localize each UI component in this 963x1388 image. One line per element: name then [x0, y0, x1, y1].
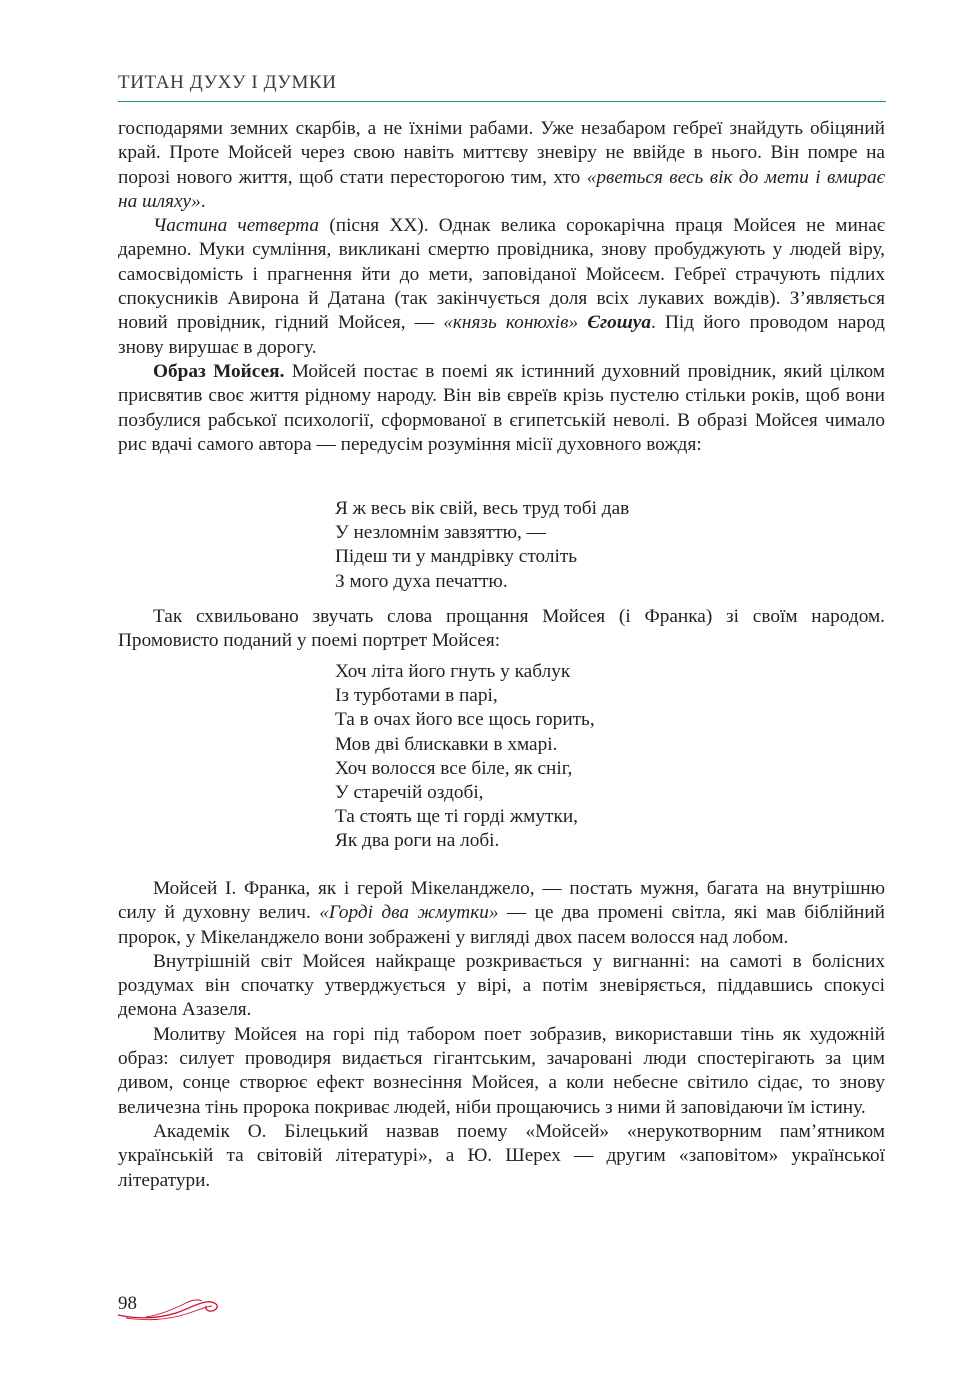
paragraph-2-lead: Частина четверта: [153, 215, 320, 237]
paragraph-5-quote: «Горді два жмутки»: [319, 902, 499, 924]
verse-line: Я ж весь вік свій, весь труд тобі дав: [335, 498, 630, 519]
text-block-top: [118, 117, 885, 457]
header-rule: [118, 101, 886, 102]
verse-line: Хоч літа його гнуть у каблук: [335, 661, 571, 682]
paragraph-5-text: Мойсей І. Франка, як і герой Мікеланджело, — постать мужня, багата на внутрішню силу й духовну велич.: [118, 878, 885, 924]
text-block-middle: [118, 605, 885, 654]
paragraph-4: Так схвильовано звучать слова прощання Мойсея (і Франка) зі своїм народом. Промовисто поданий у поемі портрет Мойсея:: [118, 606, 885, 652]
verse-1: [335, 497, 629, 594]
verse-line: З мого духа печаттю.: [335, 570, 508, 592]
paragraph-2: [118, 214, 885, 360]
running-head: ТИТАН ДУХУ І ДУМКИ: [118, 72, 337, 93]
paragraph-2-quote: «князь конюхів»: [443, 312, 579, 334]
verse-line: Із турботами в парі,: [335, 685, 498, 707]
verse-2: [335, 660, 595, 854]
paragraph-8: Академік О. Білецький назвав поему «Мойсей» «нерукотворним пам’ятником українській та світовій літературі», а Ю. Шерех — другим «заповітом» української літератури.: [118, 1120, 885, 1191]
section-heading-moses-image: Образ Мойсея.: [153, 360, 285, 382]
verse-line: Як два роги на лобі.: [335, 830, 500, 852]
paragraph-1-text: господарями земних скарбів, а не їхніми рабами. Уже незабаром гебреї знайдуть обіцяний край. Проте Мойсей через свою навіть миттєву зневіру не ввійде в нього. Він помре на порозі нового життя, щоб стати пересторогою тим, хто: [118, 118, 885, 188]
paragraph-1-quote: «рветься весь вік до мети і вмирає на шляху»: [118, 166, 885, 212]
paragraph-3-text: Мойсей постає в поемі як істинний духовний провідник, який цілком присвятив своє життя рідному народу. Він вів євреїв крізь пустелю стільки років, щоб вони позбулися рабської психології, сформованої в єгипетській неволі. В образі Мойсея чимало рис вдачі самого автора — передусім розуміння місії духовного вождя:: [118, 360, 886, 455]
paragraph-1: [118, 117, 885, 214]
verse-line: У незломнім завзяттю, —: [335, 522, 546, 544]
paragraph-7: Молитву Мойсея на горі під табором поет зобразив, використавши тінь як художній образ: силует проводиря видається гігантським, зачаровані люди спостерігають за цим дивом, сонце створює ефект вознесіння Мойсея, а коли небесне світило сідає, то знову величезна тінь пророка покриває людей, ніби прощаючись з ними й заповідаючи їм істину.: [118, 1023, 885, 1118]
paragraph-6: Внутрішній світ Мойсея найкраще розкривається у вигнанні: на самоті в болісних роздумах він спочатку утверджується у вірі, а потім зневіряється, піддавшись спокусі демона Азазеля.: [118, 950, 885, 1021]
text-block-bottom: [118, 877, 885, 1193]
verse-line: Хоч волосся все біле, як сніг,: [335, 757, 573, 779]
paragraph-2-name: Єгошуа: [587, 312, 652, 334]
verse-line: У старечій оздобі,: [335, 782, 484, 804]
verse-line: Мов дві блискавки в хмарі.: [335, 733, 558, 755]
paragraph-3: [118, 360, 885, 457]
paragraph-1-end: .: [200, 190, 206, 212]
paragraph-2-text: (пісня ХХ). Однак велика сорокарічна праця Мойсея не минає даремно. Муки сумління, викликані смертю провідника, знову пробуджують у людей віру, самосвідомість і прагнення йти до мети, заповіданої Мойсеєм. Гебреї страчують підлих спокусників Авирона й Датана (так закінчується доля всіх лукавих вождів). З’являється новий провідник, гідний Мойсея, —: [118, 215, 885, 334]
verse-line: Та стоять ще ті горді жмутки,: [335, 806, 578, 828]
page-number: 98: [118, 1293, 137, 1314]
verse-line: Та в очах його все щось горить,: [335, 709, 595, 731]
swirl-ornament-icon: [116, 1293, 226, 1323]
paragraph-5: [118, 877, 885, 950]
paragraph-2-end: . Під його проводом народ знову вирушає в дорогу.: [118, 312, 885, 358]
verse-line: Підеш ти у мандрівку століть: [335, 546, 578, 568]
paragraph-5-end: — це два промені світла, які мав біблійний пророк, у Мікеланджело вони зображені у вигляді двох пасем волосся над лобом.: [118, 902, 885, 948]
